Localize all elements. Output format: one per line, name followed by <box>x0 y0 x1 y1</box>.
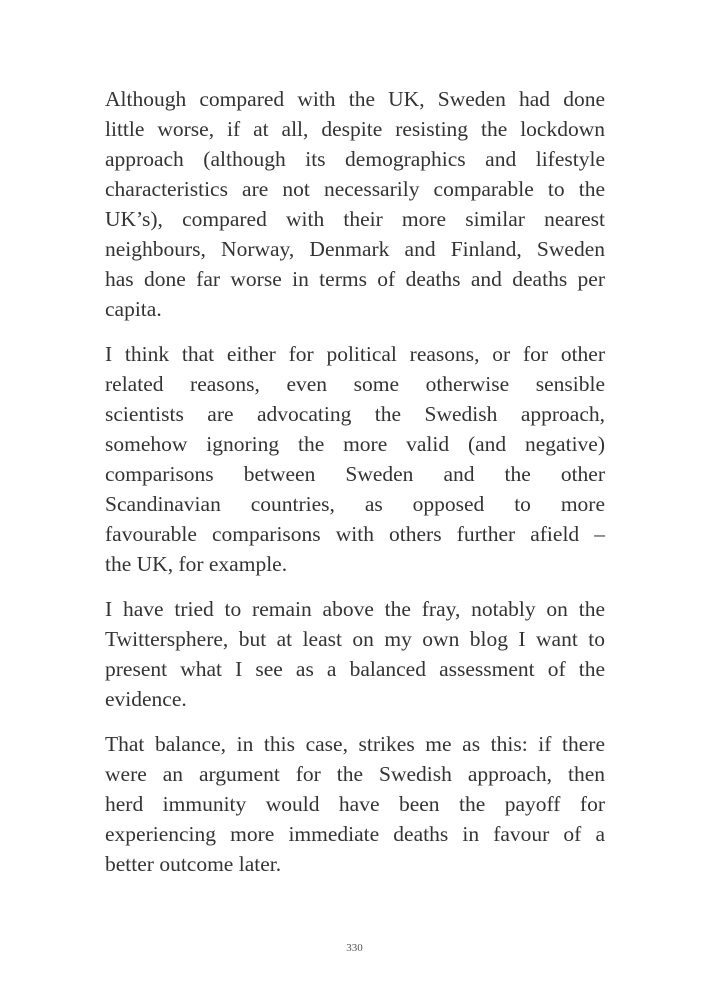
paragraph <box>105 84 605 324</box>
paragraph <box>105 729 605 879</box>
text-line: UK’s), compared with their more similar nearest <box>105 207 605 231</box>
text-line: has done far worse in terms of deaths and deaths per <box>105 267 605 291</box>
text-line: favourable comparisons with others further afield – <box>105 522 605 546</box>
text-line: capita. <box>105 297 162 321</box>
text-line: present what I see as a balanced assessment of the <box>105 657 605 681</box>
text-line: related reasons, even some otherwise sensible <box>105 372 605 396</box>
page-number: 330 <box>346 942 363 954</box>
text-line: the UK, for example. <box>105 552 288 576</box>
text-line: little worse, if at all, despite resisting the lockdown <box>105 117 605 141</box>
text-line: Twittersphere, but at least on my own blog I want to <box>105 627 605 651</box>
text-line: I think that either for political reasons, or for other <box>105 342 605 366</box>
paragraph <box>105 594 605 714</box>
text-line: I have tried to remain above the fray, notably on the <box>105 597 605 621</box>
text-line: That balance, in this case, strikes me as this: if there <box>105 732 605 756</box>
text-line: neighbours, Norway, Denmark and Finland, Sweden <box>105 237 605 261</box>
text-line: better outcome later. <box>105 852 282 876</box>
text-line: comparisons between Sweden and the other <box>105 462 605 486</box>
text-line: experiencing more immediate deaths in favour of a <box>105 822 605 846</box>
text-line: approach (although its demographics and lifestyle <box>105 147 605 171</box>
text-line: Although compared with the UK, Sweden had done <box>105 87 605 111</box>
text-line: herd immunity would have been the payoff for <box>105 792 605 816</box>
paragraph <box>105 339 605 579</box>
page-body <box>105 84 605 894</box>
text-line: evidence. <box>105 687 187 711</box>
text-line: characteristics are not necessarily comparable to the <box>105 177 605 201</box>
text-line: Scandinavian countries, as opposed to more <box>105 492 605 516</box>
text-line: somehow ignoring the more valid (and negative) <box>105 432 605 456</box>
text-line: were an argument for the Swedish approach, then <box>105 762 605 786</box>
text-line: scientists are advocating the Swedish approach, <box>105 402 605 426</box>
